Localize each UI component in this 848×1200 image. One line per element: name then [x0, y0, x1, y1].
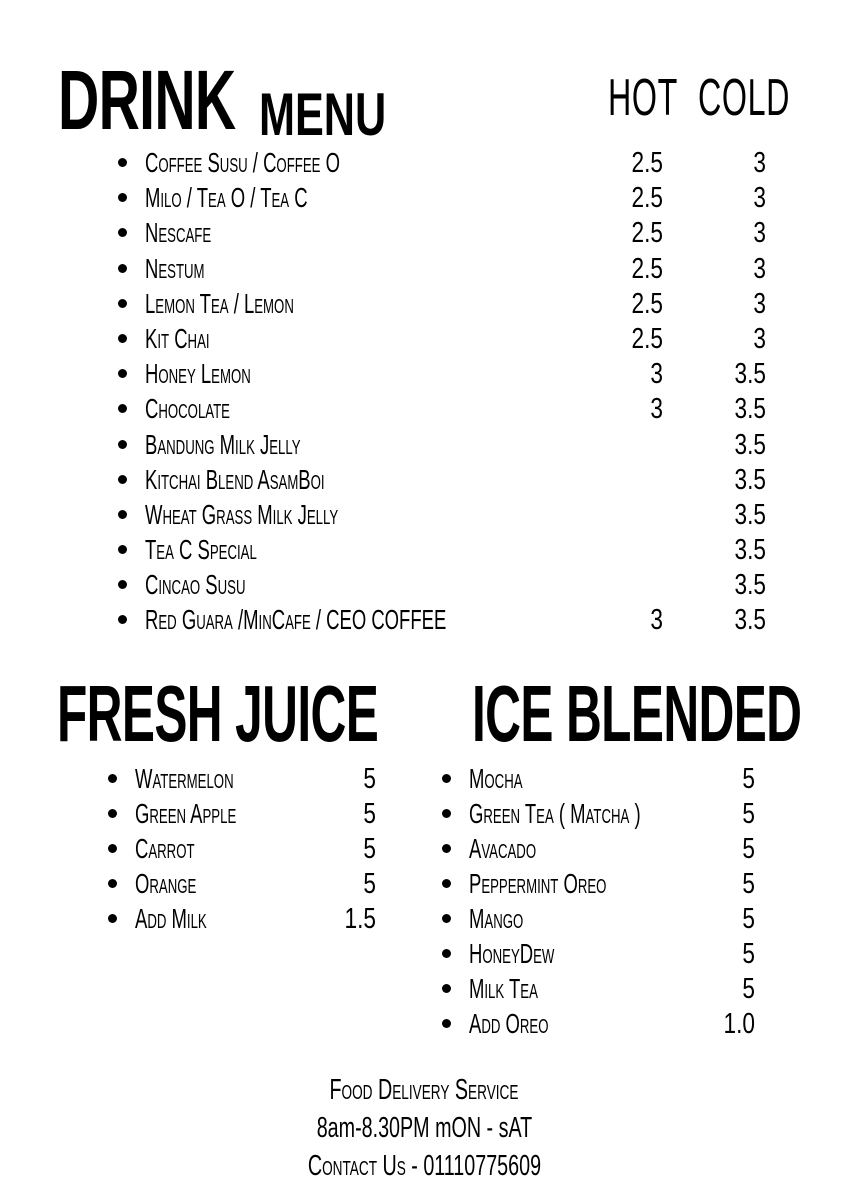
list-item — [108, 797, 378, 832]
footer-service-line — [0, 1072, 848, 1110]
bullet-icon — [118, 545, 127, 554]
cold-price: 3 — [753, 182, 766, 215]
cold-price: 3.5 — [734, 498, 766, 531]
cold-price: 3 — [753, 252, 766, 285]
cold-price: 3 — [753, 287, 766, 320]
bullet-icon — [118, 615, 127, 624]
list-item — [442, 972, 762, 1007]
bullet-icon — [442, 949, 451, 958]
bullet-icon — [442, 879, 451, 888]
title-menu: MENU — [259, 81, 387, 148]
item-name: Red Guara /MinCafe / CEO COFFEE — [145, 604, 447, 636]
item-name: Cincao Susu — [145, 569, 246, 601]
item-price: 5 — [742, 833, 755, 865]
item-price: 5 — [742, 973, 755, 1005]
hot-price: 2.5 — [631, 322, 663, 355]
item-name: Tea C Special — [145, 534, 257, 566]
bullet-icon — [108, 914, 117, 923]
list-item — [108, 762, 378, 797]
bullet-icon — [118, 193, 127, 202]
list-item — [118, 322, 778, 357]
item-name: Lemon Tea / Lemon — [145, 287, 294, 319]
bullet-icon — [118, 264, 127, 273]
cold-price: 3.5 — [734, 393, 766, 426]
hot-price: 2.5 — [631, 182, 663, 215]
item-price: 5 — [742, 938, 755, 970]
list-item — [108, 832, 378, 867]
item-name: Coffee Susu / Coffee O — [145, 147, 340, 178]
bullet-icon — [442, 914, 451, 923]
item-name: Orange — [135, 868, 197, 899]
cold-price: 3.5 — [734, 358, 766, 391]
hot-price: 2.5 — [631, 147, 663, 179]
item-name: Milo / Tea O / Tea C — [145, 182, 308, 214]
page-title — [58, 52, 436, 148]
bullet-icon — [118, 228, 127, 237]
cold-price: 3 — [753, 217, 766, 250]
list-item — [442, 937, 762, 972]
list-item — [442, 762, 762, 797]
bullet-icon — [118, 440, 127, 449]
list-item — [108, 867, 378, 902]
bullet-icon — [118, 404, 127, 413]
list-item — [442, 902, 762, 937]
hot-price: 3 — [650, 604, 663, 637]
cold-price: 3.5 — [734, 604, 766, 637]
bullet-icon — [118, 510, 127, 519]
hot-price: 2.5 — [631, 217, 663, 250]
item-name: Carrot — [135, 833, 195, 864]
item-name: Wheat Grass Milk Jelly — [145, 498, 339, 530]
footer-service: Food Delivery Service — [329, 1074, 519, 1106]
list-item — [118, 216, 778, 251]
list-item — [118, 146, 778, 181]
bullet-icon — [442, 1019, 451, 1028]
list-item — [442, 832, 762, 867]
title-drink: DRINK — [58, 53, 236, 147]
footer-contact-line — [0, 1148, 848, 1186]
list-item — [118, 463, 778, 498]
list-item — [442, 797, 762, 832]
bullet-icon — [118, 580, 127, 589]
hot-price: 3 — [650, 358, 663, 391]
footer — [0, 1072, 848, 1186]
bullet-icon — [442, 984, 451, 993]
list-item — [108, 902, 378, 937]
item-name: Kit Chai — [145, 322, 210, 354]
hot-column-header: HOT — [608, 69, 678, 127]
cold-price: 3.5 — [734, 428, 766, 461]
drink-list — [118, 146, 778, 639]
item-price: 5 — [363, 833, 376, 865]
item-price: 5 — [363, 798, 376, 830]
item-name: Add Milk — [135, 903, 207, 934]
bullet-icon — [442, 774, 451, 783]
hot-price: 2.5 — [631, 287, 663, 320]
item-name: Chocolate — [145, 393, 230, 425]
item-name: HoneyDew — [469, 938, 555, 969]
list-item — [442, 867, 762, 902]
ice-blended-list — [442, 762, 762, 1042]
bullet-icon — [442, 844, 451, 853]
bullet-icon — [108, 774, 117, 783]
bullet-icon — [108, 809, 117, 818]
item-name: Honey Lemon — [145, 358, 251, 390]
list-item — [118, 603, 778, 638]
cold-price: 3.5 — [734, 569, 766, 602]
list-item — [118, 287, 778, 322]
list-item — [118, 392, 778, 427]
cold-price: 3 — [753, 322, 766, 355]
hot-price: 3 — [650, 393, 663, 426]
cold-price: 3.5 — [734, 463, 766, 496]
item-name: Peppermint Oreo — [469, 868, 607, 899]
item-name: Nestum — [145, 252, 205, 284]
fresh-juice-title: FRESH JUICE — [57, 669, 379, 758]
list-item — [118, 428, 778, 463]
item-name: Mocha — [469, 763, 523, 794]
item-name: Nescafe — [145, 217, 212, 249]
item-name: Watermelon — [135, 763, 234, 794]
item-name: Kitchai Blend AsamBoi — [145, 463, 325, 495]
bullet-icon — [118, 299, 127, 308]
footer-contact: Contact Us - 01110775609 — [307, 1150, 541, 1182]
bullet-icon — [442, 809, 451, 818]
bullet-icon — [108, 879, 117, 888]
hot-price: 2.5 — [631, 252, 663, 285]
cold-price: 3 — [753, 147, 766, 179]
item-price: 1.0 — [723, 1008, 755, 1040]
bullet-icon — [118, 334, 127, 343]
item-name: Milk Tea — [469, 973, 538, 1004]
list-item — [118, 498, 778, 533]
item-price: 5 — [742, 763, 755, 795]
bullet-icon — [108, 844, 117, 853]
item-price: 5 — [742, 903, 755, 935]
item-name: Mango — [469, 903, 524, 934]
item-name: Add Oreo — [469, 1008, 549, 1039]
ice-blended-title: ICE BLENDED — [472, 669, 802, 758]
list-item — [118, 181, 778, 216]
list-item — [118, 357, 778, 392]
cold-column-header: COLD — [698, 69, 791, 127]
list-item — [118, 533, 778, 568]
item-price: 5 — [363, 763, 376, 795]
list-item — [118, 252, 778, 287]
item-name: Green Tea ( Matcha ) — [469, 798, 641, 829]
item-name: Green Apple — [135, 798, 237, 829]
footer-hours: 8am-8.30PM mON - sAT — [316, 1112, 532, 1144]
bullet-icon — [118, 369, 127, 378]
cold-price: 3.5 — [734, 534, 766, 567]
fresh-juice-list — [108, 762, 378, 937]
list-item — [118, 568, 778, 603]
item-price: 5 — [742, 798, 755, 830]
item-price: 1.5 — [344, 903, 376, 935]
item-name: Bandung Milk Jelly — [145, 428, 301, 460]
bullet-icon — [118, 475, 127, 484]
footer-hours-line — [0, 1110, 848, 1148]
bullet-icon — [118, 158, 127, 167]
item-price: 5 — [742, 868, 755, 900]
list-item — [442, 1007, 762, 1042]
item-name: Avacado — [469, 833, 537, 864]
item-price: 5 — [363, 868, 376, 900]
